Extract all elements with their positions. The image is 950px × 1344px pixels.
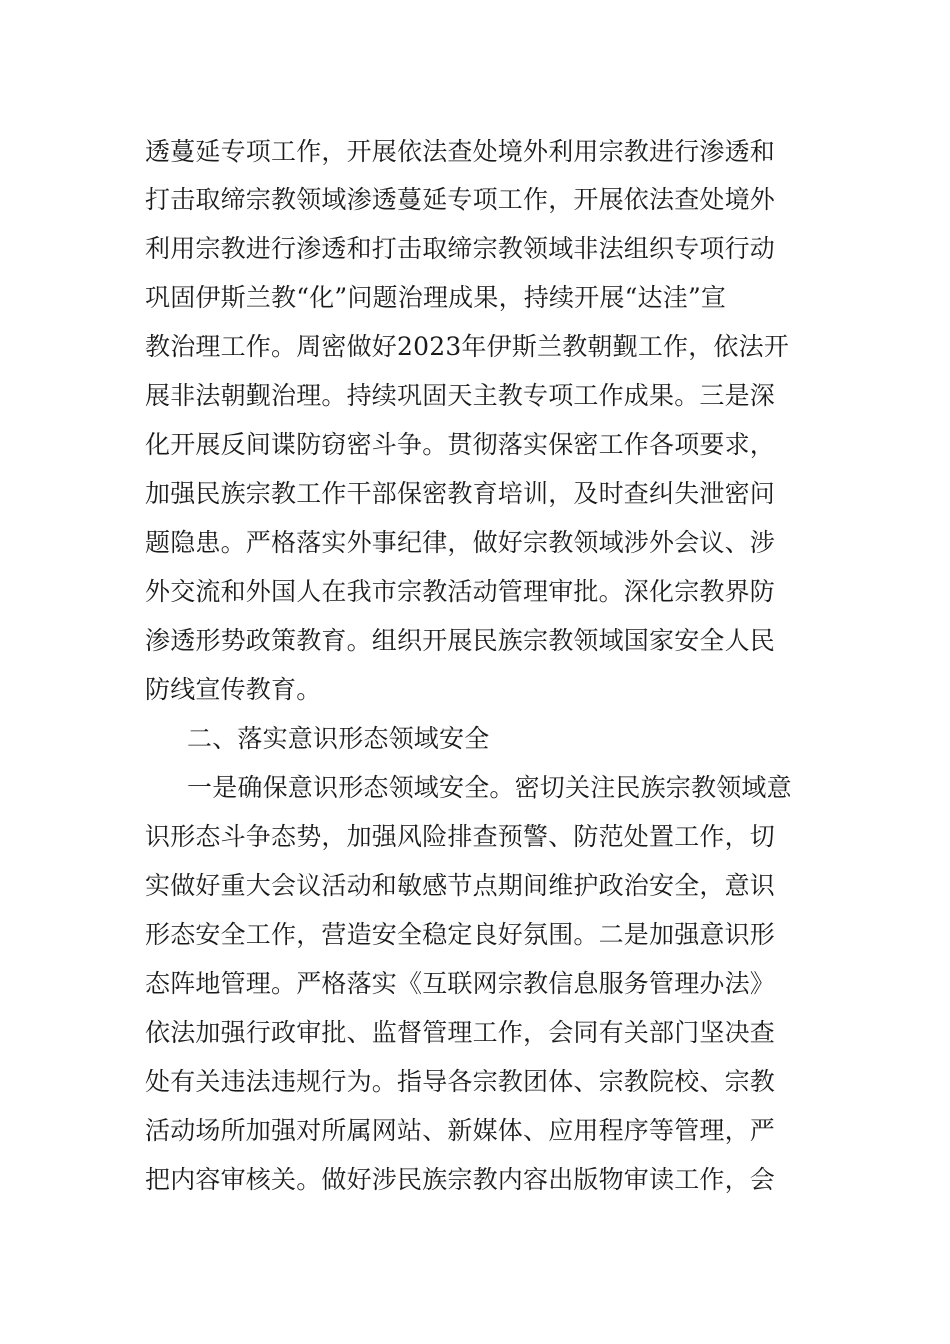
text-line-6: 展非法朝觐治理。持续巩固天主教专项工作成果。三是深 xyxy=(145,381,776,410)
text-line-8: 加强民族宗教工作干部保密教育培训，及时查纠失泄密问 xyxy=(145,479,776,508)
text-line-3: 利用宗教进行渗透和打击取缔宗教领域非法组织专项行动 xyxy=(145,234,776,263)
text-line-9: 题隐患。严格落实外事纪律，做好宗教领域涉外会议、涉 xyxy=(145,528,776,557)
text-line-18: 态阵地管理。严格落实《互联网宗教信息服务管理办法》 xyxy=(145,969,776,998)
text-line-7: 化开展反间谍防窃密斗争。贯彻落实保密工作各项要求， xyxy=(145,430,776,459)
text-line-5: 教治理工作。周密做好2023年伊斯兰教朝觐工作，依法开 xyxy=(145,332,790,361)
text-line-12: 防线宣传教育。 xyxy=(145,675,322,704)
text-line-15: 识形态斗争态势，加强风险排查预警、防范处置工作，切 xyxy=(145,822,776,851)
text-line-1: 透蔓延专项工作，开展依法查处境外利用宗教进行渗透和 xyxy=(145,137,776,166)
text-line-2: 打击取缔宗教领域渗透蔓延专项工作，开展依法查处境外 xyxy=(145,185,776,214)
text-line-22: 把内容审核关。做好涉民族宗教内容出版物审读工作，会 xyxy=(145,1165,776,1194)
text-line-19: 依法加强行政审批、监督管理工作，会同有关部门坚决查 xyxy=(145,1018,776,1047)
text-line-17: 形态安全工作，营造安全稳定良好氛围。二是加强意识形 xyxy=(145,920,776,949)
text-line-10: 外交流和外国人在我市宗教活动管理审批。深化宗教界防 xyxy=(145,577,776,606)
section-heading: 二、落实意识形态领域安全 xyxy=(187,724,490,753)
text-line-20: 处有关违法违规行为。指导各宗教团体、宗教院校、宗教 xyxy=(145,1067,776,1096)
text-line-21: 活动场所加强对所属网站、新媒体、应用程序等管理，严 xyxy=(145,1116,776,1145)
text-line-11: 渗透形势政策教育。组织开展民族宗教领域国家安全人民 xyxy=(145,626,776,655)
text-line-16: 实做好重大会议活动和敏感节点期间维护政治安全，意识 xyxy=(145,871,776,900)
text-line-4: 巩固伊斯兰教“化”问题治理成果，持续开展“达洼”宣 xyxy=(145,283,727,312)
text-line-14: 一是确保意识形态领域安全。密切关注民族宗教领域意 xyxy=(187,773,792,802)
